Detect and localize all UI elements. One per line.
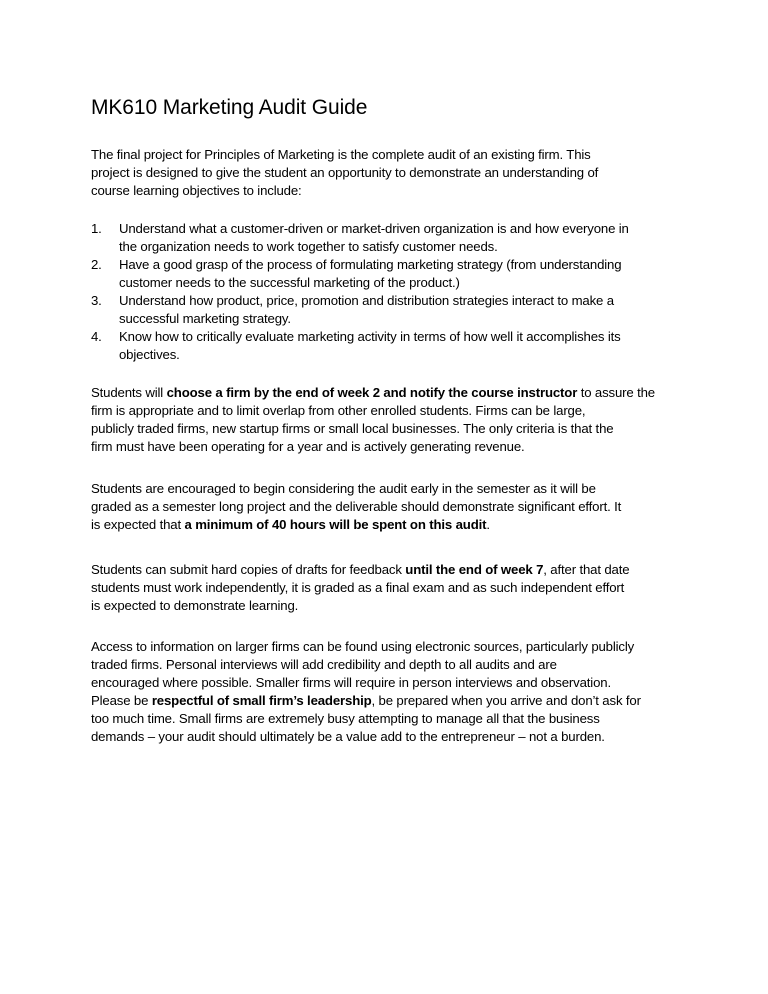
objective-number: 4.: [91, 329, 102, 344]
intro-line: course learning objectives to include:: [91, 183, 302, 198]
objective-item: [91, 292, 629, 328]
text-run: Students can submit hard copies of drafts for feedback: [91, 562, 406, 577]
research-line: encouraged where possible. Smaller firms will require in person interviews and observation.: [91, 675, 611, 690]
firm-selection-paragraph: [91, 384, 655, 456]
objective-item: [91, 328, 629, 364]
drafts-line: students must work independently, it is graded as a final exam and as such independent effort: [91, 580, 625, 595]
objective-line: Understand how product, price, promotion and distribution strategies interact to make a: [119, 293, 614, 308]
objective-number: 1.: [91, 221, 102, 236]
objective-line: Have a good grasp of the process of formulating marketing strategy (from understanding: [119, 257, 622, 272]
objective-line: customer needs to the successful marketing of the product.): [119, 275, 460, 290]
research-line: Access to information on larger firms can be found using electronic sources, particularly publicly: [91, 639, 635, 654]
drafts-line: is expected to demonstrate learning.: [91, 598, 299, 613]
objective-line: the organization needs to work together to satisfy customer needs.: [119, 239, 498, 254]
intro-line: project is designed to give the student an opportunity to demonstrate an understanding of: [91, 165, 599, 180]
objective-line: Know how to critically evaluate marketing activity in terms of how well it accomplishes its: [119, 329, 621, 344]
text-run: is expected that: [91, 517, 185, 532]
effort-paragraph: [91, 480, 621, 534]
text-run: .: [486, 517, 490, 532]
objective-number: 3.: [91, 293, 102, 308]
document-title: MK610 Marketing Audit Guide: [91, 96, 368, 119]
firm-selection-line: publicly traded firms, new startup firms or small local businesses. The only criteria is that the: [91, 421, 614, 436]
objective-number: 2.: [91, 257, 102, 272]
text-run: to assure the: [577, 385, 655, 400]
research-line: [91, 692, 641, 710]
intro-paragraph: [91, 146, 598, 200]
text-run: , after that date: [543, 562, 630, 577]
emphasis-deadline: choose a firm by the end of week 2 and notify the course instructor: [166, 385, 578, 400]
text-run: Please be: [91, 693, 152, 708]
effort-line: [91, 516, 621, 534]
text-run: Students will: [91, 385, 167, 400]
effort-line: Students are encouraged to begin considering the audit early in the semester as it will be: [91, 481, 596, 496]
drafts-paragraph: [91, 561, 629, 615]
objective-line: successful marketing strategy.: [119, 311, 291, 326]
emphasis-week7: until the end of week 7: [405, 562, 544, 577]
objective-line: objectives.: [119, 347, 180, 362]
research-line: too much time. Small firms are extremely busy attempting to manage all that the business: [91, 711, 600, 726]
intro-line: The final project for Principles of Marketing is the complete audit of an existing firm. This: [91, 147, 591, 162]
objective-line: Understand what a customer-driven or market-driven organization is and how everyone in: [119, 221, 629, 236]
research-line: demands – your audit should ultimately be a value add to the entrepreneur – not a burden.: [91, 729, 605, 744]
research-paragraph: [91, 638, 641, 746]
firm-selection-line: firm must have been operating for a year and is actively generating revenue.: [91, 439, 525, 454]
effort-line: graded as a semester long project and the deliverable should demonstrate significant effort. It: [91, 499, 622, 514]
drafts-line: [91, 561, 629, 579]
objective-item: [91, 256, 629, 292]
objectives-list: [91, 220, 629, 364]
emphasis-hours: a minimum of 40 hours will be spent on this audit: [184, 517, 487, 532]
firm-selection-line: firm is appropriate and to limit overlap from other enrolled students. Firms can be large,: [91, 403, 586, 418]
emphasis-respect: respectful of small firm’s leadership: [151, 693, 372, 708]
research-line: traded firms. Personal interviews will add credibility and depth to all audits and are: [91, 657, 557, 672]
firm-selection-line: [91, 384, 655, 402]
text-run: , be prepared when you arrive and don’t ask for: [371, 693, 641, 708]
objective-item: [91, 220, 629, 256]
